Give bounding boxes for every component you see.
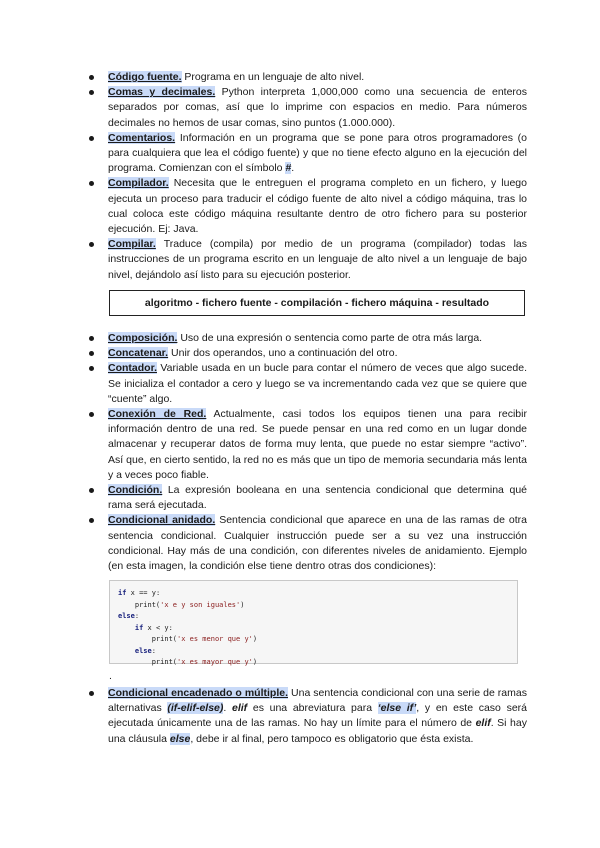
keyword: elif — [232, 702, 248, 715]
keyword: (if-elif-else) — [167, 702, 224, 715]
term: Compilador. — [108, 177, 169, 190]
definition: Unir dos operandos, uno a continuación del otro. — [168, 347, 398, 360]
definition: Traduce (compila) por medio de un programa (compilador) todas las instrucciones de un programa escrito en un lenguaje de alto nivel a un lenguaje de bajo nivel, dejándolo así listo para su ejecución posterior. — [108, 238, 527, 281]
code-line: if x < y: — [134, 623, 173, 632]
list-item — [87, 483, 527, 513]
definition: La expresión booleana en una sentencia condicional que determina qué rama será ejecutada. — [108, 484, 527, 512]
list-item — [87, 407, 527, 483]
code-line: else: — [118, 612, 140, 620]
definition: Uso de una expresión o sentencia como parte de otra más larga. — [177, 332, 483, 344]
bullet-icon — [89, 336, 94, 341]
definition: Sentencia condicional que aparece en una de las ramas de otra sentencia condicional. Cualquier instrucción puede ser a su vez una instrucción condicional. Hay más de una condición, con diferentes niveles de anidamiento. Ejemplo (en esta imagen, — [108, 514, 527, 573]
term: Comas y decimales. — [108, 86, 216, 99]
list-item — [87, 513, 527, 574]
compilation-flow-box: algoritmo - fichero fuente - compilación - fichero máquina - resultado — [109, 290, 525, 316]
list-item — [87, 237, 527, 283]
list-item — [87, 70, 527, 85]
list-item — [87, 131, 527, 177]
bullet-icon — [89, 366, 94, 371]
keyword: ‘else if’ — [377, 702, 417, 715]
definition: Programa en un lenguaje de alto nivel. — [181, 71, 365, 83]
stray-period: . — [109, 670, 112, 682]
bullet-icon — [89, 181, 94, 186]
glossary-list-2 — [87, 331, 527, 574]
definition: Actualmente, casi todos los equipos tienen una para recibir información dentro de una red. Se puede pensar en una red como en un lugar donde almacenar y recuperar datos de forma muy lenta, que puede no estar siempre “activo”. Así que, en cierto sentido, la red no es más que un tipo de memoria secundaria más lenta y a veces poco fiable. — [108, 408, 527, 481]
glossary-list-1 — [87, 70, 527, 283]
term: Comentarios. — [108, 131, 176, 144]
bullet-icon — [89, 75, 94, 80]
term: Conexión de Red. — [108, 408, 207, 421]
term: Composición. — [108, 332, 178, 344]
bullet-icon — [89, 691, 94, 696]
code-line: print('x es menor que y') — [118, 635, 258, 643]
term: Concatenar. — [108, 347, 169, 360]
term: Código fuente. — [108, 71, 182, 83]
code-line: print('x e y son iguales') — [118, 600, 245, 609]
code-line: print('x es mayor que y') — [118, 658, 258, 666]
term: Condición. — [108, 484, 163, 497]
bullet-icon — [89, 242, 94, 247]
bullet-icon — [89, 136, 94, 141]
code-line: if x == y: — [118, 589, 161, 597]
list-item — [87, 176, 527, 237]
code-example — [109, 580, 518, 664]
bullet-icon — [89, 518, 94, 523]
definition-end: . — [291, 162, 295, 175]
definition-note: la condición else tiene dentro otras dos condiciones): — [189, 560, 437, 573]
term: Contador. — [108, 362, 157, 375]
bullet-icon — [89, 488, 94, 493]
definition: Necesita que le entreguen el programa completo en un fichero, y luego ejecuta un proceso para traducir el código fuente de alto nivel a código máquina, tras lo cual coloca este código máquina resultante dentro de otro fichero para su posterior ejecución. Ej: Java. — [108, 177, 527, 236]
keyword: else — [169, 732, 191, 745]
glossary-list-3 — [87, 686, 527, 747]
definition: Python interpreta 1,000,000 como una secuencia de enteros separados por comas, así que lo imprime con espacios en medio. Para números decimales no hemos de usar comas, sino puntos (1.000.000). — [108, 86, 528, 129]
term: Condicional encadenado o múltiple. — [108, 687, 288, 699]
list-item — [87, 85, 527, 131]
term: Condicional anidado. — [108, 514, 216, 527]
hash-symbol: # — [285, 162, 292, 175]
bullet-icon — [89, 351, 94, 356]
list-item — [87, 331, 527, 346]
list-item: Condicional encadenado o múltiple. Una sentencia condicional con una serie de ramas alternativas (if-elif-else). elif es una abreviatura para ‘else if’, y en este caso será ejecutada únicamente una de las ramas. No hay un límite para el número de elif. Si hay una cláusula else, debe ir al final, pero tampoco es obligatorio que ésta exista. — [87, 686, 527, 747]
term: Compilar. — [108, 238, 156, 251]
code-line: else: — [134, 646, 156, 655]
definition: Información en un programa que se pone para otros programadores (o para cualquiera que lea el código fuente) y que no tiene efecto alguno en la ejecución del programa. Comienzan con el símbolo — [108, 131, 527, 175]
list-item — [87, 361, 527, 407]
bullet-icon — [89, 412, 94, 417]
list-item — [87, 346, 527, 361]
keyword: elif — [475, 717, 491, 730]
definition: Variable usada en un bucle para contar el número de veces que algo sucede. Se inicializa el contador a cero y luego se va incrementando cada vez que se quiere que “cuente” algo. — [108, 362, 527, 405]
bullet-icon — [89, 90, 94, 95]
